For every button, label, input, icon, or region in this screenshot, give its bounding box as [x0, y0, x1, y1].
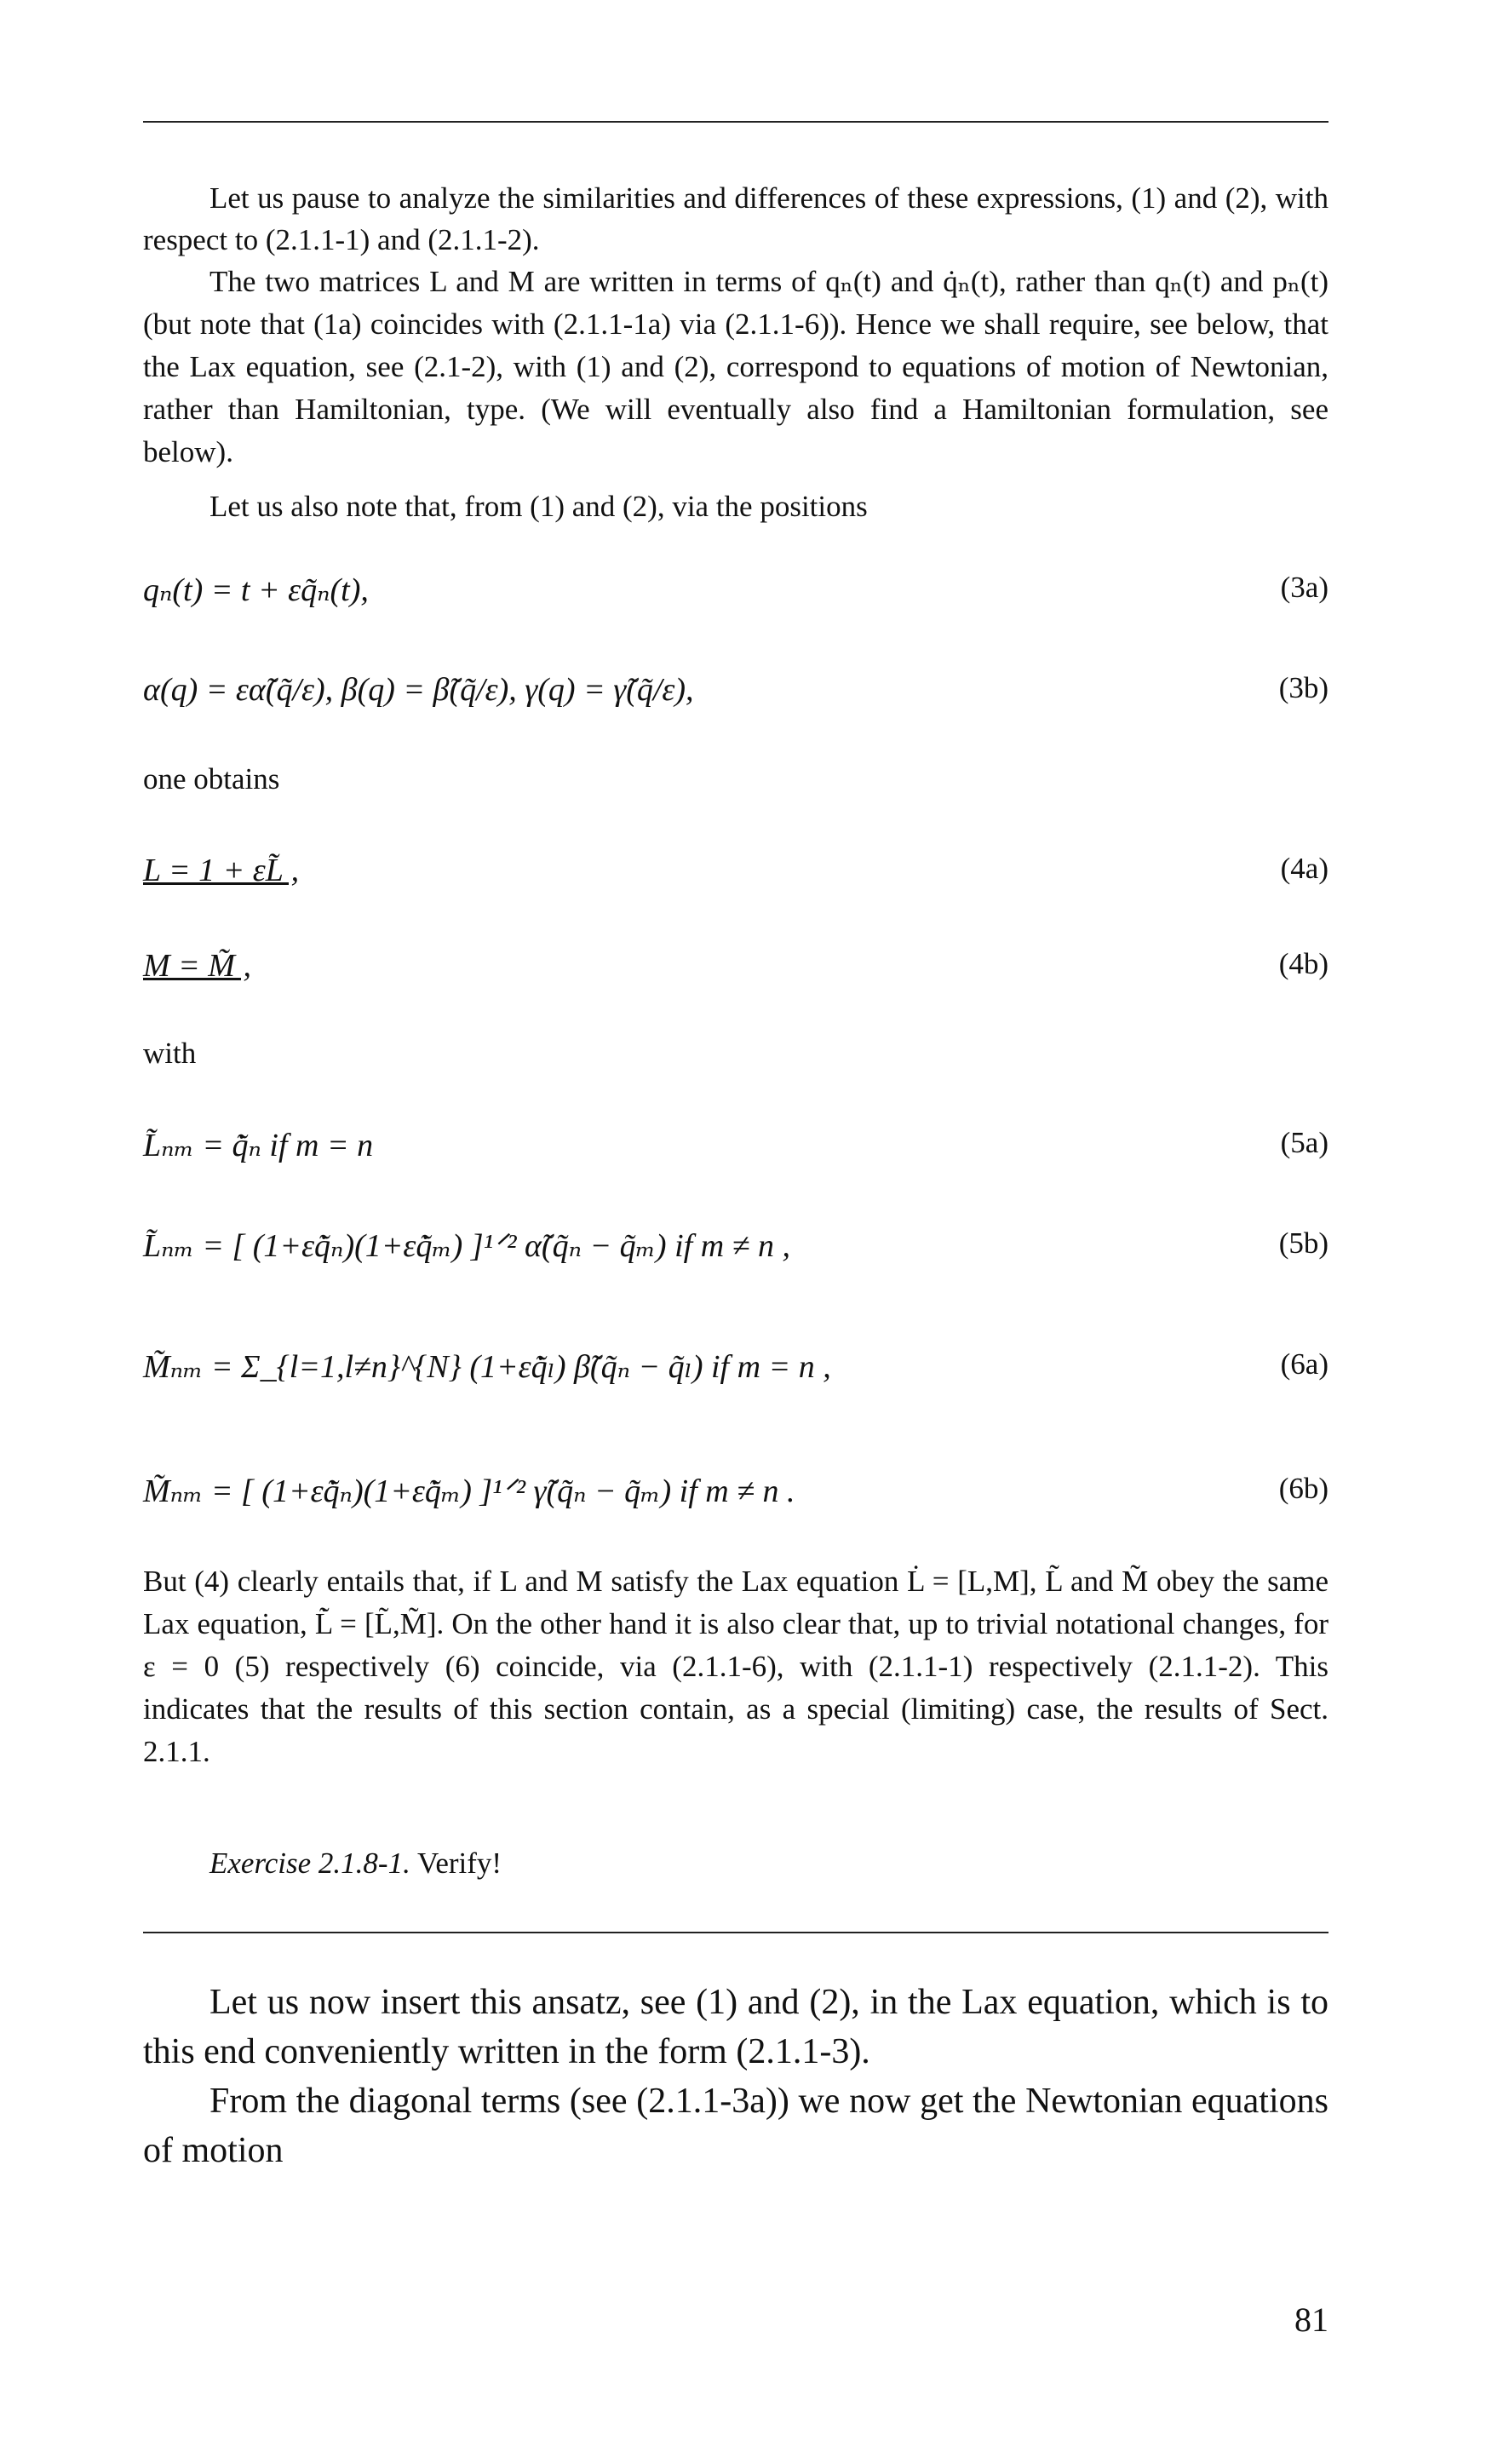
equation-3b-number: (3b) — [1278, 671, 1328, 704]
equation-5b-expr: L̃ₙₘ = [ (1+εq̃̇ₙ)(1+εq̃̇ₘ) ]¹ᐟ² α̃(q̃ₙ − q̃ₘ) if m ≠ n , — [143, 1228, 790, 1264]
paragraph-7: Let us now insert this ansatz, see (1) and (2), in the Lax equation, which is to this end conveniently written in the form (2.1.1-3). — [143, 1983, 1328, 2071]
page-number: 81 — [1294, 2300, 1328, 2339]
equation-5b — [143, 1226, 1328, 1278]
equation-4b-expr: M = M̃ , — [143, 948, 251, 984]
paragraph-8: From the diagonal terms (see (2.1.1-3a)) we now get the Newtonian equations of motion — [143, 2082, 1328, 2170]
equation-6a-number: (6a) — [1280, 1347, 1328, 1381]
exercise — [209, 1847, 502, 1881]
equation-6a-expr: M̃ₙₘ = Σ_{l=1,l≠n}^{N} (1+εq̃̇ₗ) β̃(q̃ₙ − q̃ₗ) if m = n , — [143, 1349, 831, 1385]
paragraph-2: The two matrices L and M are written in terms of qₙ(t) and q̇ₙ(t), rather than qₙ(t) and pₙ(t) (but note that (1a) coincides with (2.1.1-1a) via (2.1.1-6)). Hence we shall require, see below, that the Lax equation, see (2.1-2), with (1) and (2), correspond to equations of motion of Newtonian, rather than Hamiltonian, type. (We will eventually also find a Hamiltonian formulation, see below). — [143, 265, 1328, 468]
equation-5a-number: (5a) — [1280, 1126, 1328, 1159]
equation-5b-number: (5b) — [1278, 1226, 1328, 1260]
top-rule — [143, 121, 1328, 123]
equation-4b — [143, 947, 1328, 998]
equation-6b-number: (6b) — [1278, 1472, 1328, 1505]
equation-6a — [143, 1347, 1328, 1399]
paragraph-5: with — [143, 1037, 197, 1070]
equation-6b-expr: M̃ₙₘ = [ (1+εq̃̇ₙ)(1+εq̃̇ₘ) ]¹ᐟ² γ̃(q̃ₙ − q̃ₘ) if m ≠ n . — [143, 1473, 795, 1509]
equation-4a-number: (4a) — [1280, 852, 1328, 885]
equation-5a — [143, 1126, 1328, 1177]
equation-3a-expr: qₙ(t) = t + εq̃ₙ(t), — [143, 572, 369, 608]
equation-3a-number: (3a) — [1280, 571, 1328, 604]
equation-4a — [143, 852, 1328, 903]
equation-3b — [143, 671, 1328, 722]
paragraph-6: But (4) clearly entails that, if L and M satisfy the Lax equation L̇ = [L,M], L̃ and M̃ obey the same Lax equation, L̃̇ = [L̃,M̃]. On the other hand it is also clear that, up to trivial notational changes, for ε = 0 (5) respectively (6) coincide, via (2.1.1-6), with (2.1.1-1) respectively (2.1.1-2). This indicates that the results of this section contain, as a special (limiting) case, the results of Sect. 2.1.1. — [143, 1565, 1328, 1768]
equation-4a-expr: L = 1 + εL̃ , — [143, 853, 300, 888]
equation-5a-expr: L̃ₙₘ = q̃̇ₙ if m = n — [143, 1128, 374, 1163]
paragraph-4: one obtains — [143, 762, 280, 795]
paragraph-1: Let us pause to analyze the similarities and differences of these expressions, (1) and (2), with respect to (2.1.1-1) and (2.1.1-2). — [143, 181, 1328, 256]
equation-3b-expr: α(q) = εα̃(q̃/ε), β(q) = β̃(q̃/ε), γ(q) = γ̃(q̃/ε), — [143, 672, 694, 708]
equation-4b-number: (4b) — [1278, 947, 1328, 980]
equation-3a — [143, 571, 1328, 622]
exercise-text: Verify! — [416, 1847, 502, 1880]
bottom-rule — [143, 1932, 1328, 1933]
equation-6b — [143, 1472, 1328, 1523]
paragraph-3: Let us also note that, from (1) and (2), via the positions — [209, 490, 868, 523]
exercise-label: Exercise 2.1.8-1. — [209, 1847, 410, 1880]
